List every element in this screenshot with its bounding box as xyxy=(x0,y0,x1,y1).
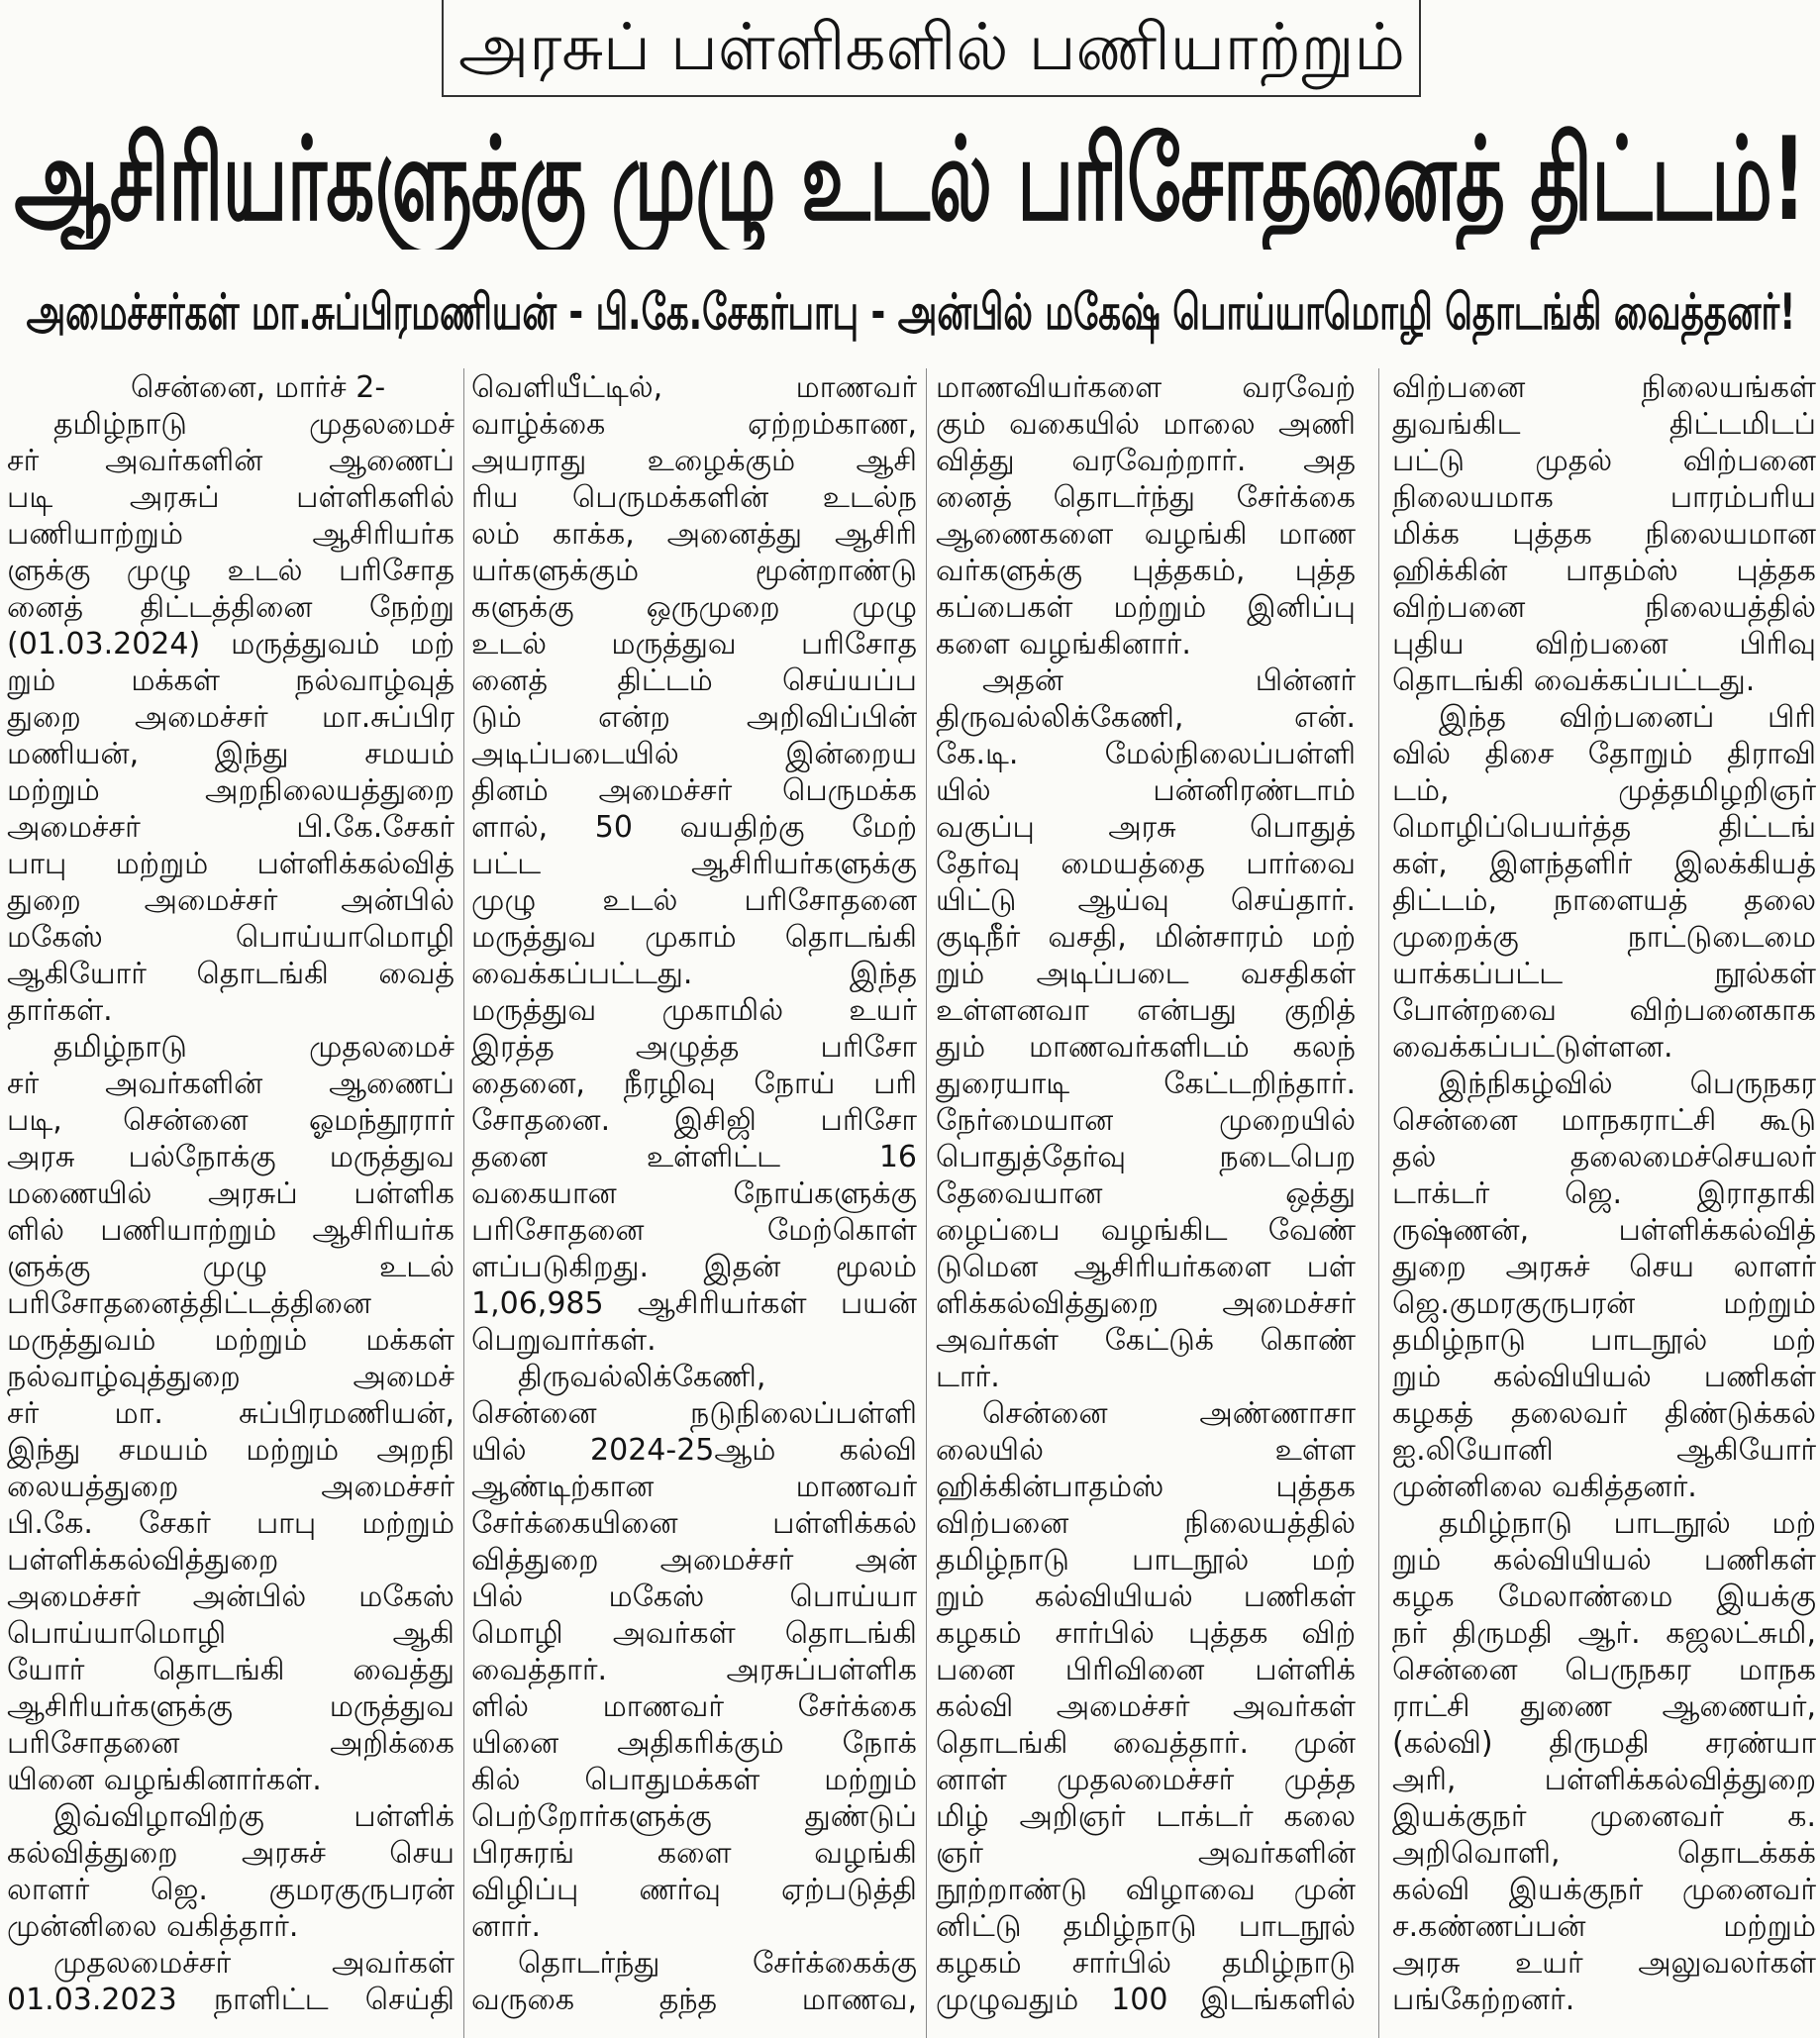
article-line: வைக்கப்பட்டது. இந்த xyxy=(471,957,917,991)
article-line: பெறுவார்கள். xyxy=(471,1323,657,1358)
article-line: பட்டு முதல் விற்பனை xyxy=(1392,444,1816,478)
article-line: பிரசுரங் களை வழங்கி xyxy=(471,1836,917,1871)
article-line: தேர்வு மையத்தை பார்வை xyxy=(936,847,1356,881)
article-line: பட்ட ஆசிரியர்களுக்கு xyxy=(471,847,917,881)
article-line: பாபு மற்றும் பள்ளிக்கல்வித் xyxy=(7,847,455,881)
article-line: தமிழ்நாடு பாடநூல் மற் xyxy=(1439,1506,1816,1541)
article-line: ளுக்கு முழு உடல் பரிசோத xyxy=(7,554,455,588)
article-line: தனை உள்ளிட்ட 16 xyxy=(471,1140,917,1174)
article-line: தமிழ்நாடு பாடநூல் மற் xyxy=(1392,1323,1816,1358)
article-line: ஆணைகளை வழங்கி மாண xyxy=(936,517,1356,552)
article-line: துறை அமைச்சர் அன்பில் xyxy=(7,883,455,918)
article-line: ழைப்பை வழங்கிட வேண் xyxy=(936,1213,1356,1248)
article-line: டார். xyxy=(936,1360,1000,1394)
article-line: கள், இளந்தளிர் இலக்கியத் xyxy=(1392,847,1816,881)
article-line: அதன் பின்னர் xyxy=(982,663,1356,698)
article-line: தேவையான ஒத்து xyxy=(936,1176,1356,1211)
article-line: ஆசிரியர்களுக்கு மருத்துவ xyxy=(7,1689,455,1724)
article-line: னாள் முதலமைச்சர் முத்த xyxy=(936,1763,1356,1797)
article-line: தமிழ்நாடு பாடநூல் மற் xyxy=(936,1543,1356,1578)
column-rule xyxy=(926,368,927,2038)
headline-line xyxy=(10,111,1810,250)
article-line: ளால், 50 வயதிற்கு மேற் xyxy=(471,810,917,845)
paragraph xyxy=(7,1798,455,1945)
article-line: மருத்துவம் மற்றும் மக்கள் xyxy=(7,1323,455,1358)
article-line: பி.கே. சேகர் பாபு மற்றும் xyxy=(7,1506,455,1541)
article-line: ஹிக்கின்பாதம்ஸ் புத்தக xyxy=(936,1470,1356,1504)
article-line: னார். xyxy=(471,1909,541,1944)
article-line: யர்களுக்கும் மூன்றாண்டு xyxy=(471,554,917,588)
article-line: தல் தலைமைச்செயலர் xyxy=(1392,1140,1816,1174)
article-line: றும் கல்வியியல் பணிகள் xyxy=(1392,1360,1816,1394)
article-line: லையில் உள்ள xyxy=(936,1433,1356,1468)
paragraph xyxy=(471,1359,917,1945)
article-line: னைத் திட்டம் செய்யப்ப xyxy=(471,663,917,698)
article-line: தமிழ்நாடு முதலமைச் xyxy=(53,1030,455,1065)
article-line: தொடங்கி வைத்தார். முன் xyxy=(936,1726,1356,1761)
article-line: பரிசோதனை மேற்கொள் xyxy=(471,1213,917,1248)
article-line: அமைச்சர் பி.கே.சேகர் xyxy=(7,810,455,845)
article-line: யிட்டு ஆய்வு செய்தார். xyxy=(936,883,1356,918)
article-line: பொதுத்தேர்வு நடைபெற xyxy=(936,1140,1356,1174)
article-line: பில் மகேஸ் பொய்யா xyxy=(471,1579,917,1614)
article-line: வர்களுக்கு புத்தகம், புத்த xyxy=(936,554,1356,588)
article-line: லாளர் ஜெ. குமரகுருபரன் xyxy=(7,1873,455,1907)
article-line: டுமென ஆசிரியர்களை பள் xyxy=(936,1250,1356,1284)
article-line: ளப்படுகிறது. இதன் மூலம் xyxy=(471,1250,917,1284)
article-line: இந்த விற்பனைப் பிரி xyxy=(1439,700,1816,735)
article-line: ஐ.லியோனி ஆகியோர் xyxy=(1392,1433,1816,1468)
article-line: கே.டி. மேல்நிலைப்பள்ளி xyxy=(936,737,1356,771)
article-line: வகுப்பு அரசு பொதுத் xyxy=(936,810,1356,845)
article-line: இந்து சமயம் மற்றும் அறநி xyxy=(7,1433,455,1468)
article-line: றும் அடிப்படை வசதிகள் xyxy=(936,957,1356,991)
article-line: கப்பைகள் மற்றும் இனிப்பு xyxy=(936,590,1356,625)
paragraph xyxy=(1392,1066,1816,1505)
article-line: ளில் பணியாற்றும் ஆசிரியர்க xyxy=(7,1213,455,1248)
article-line: மருத்துவ முகாம் தொடங்கி xyxy=(471,920,917,955)
paragraph xyxy=(471,1945,917,2018)
article-line: பரிசோதனை அறிக்கை xyxy=(7,1726,455,1761)
article-line: மகேஸ் பொய்யாமொழி xyxy=(7,920,455,955)
article-line: 01.03.2023 நாளிட்ட செய்தி xyxy=(7,1983,455,2017)
article-line: வெளியீட்டில், மாணவர் xyxy=(471,370,917,405)
article-line: கல்வி இயக்குநர் முனைவர் xyxy=(1392,1873,1816,1907)
article-line: அடிப்படையில் இன்றைய xyxy=(471,737,917,771)
article-line: போன்றவை விற்பனைகாக xyxy=(1392,993,1816,1028)
article-line: துறை அரசுச் செய லாளர் xyxy=(1392,1250,1816,1284)
article-line: சர் அவர்களின் ஆணைப் xyxy=(7,1067,455,1101)
article-line: சென்னை அண்ணாசா xyxy=(982,1396,1356,1431)
article-line: திருவல்லிக்கேணி, என். xyxy=(936,700,1356,735)
paragraph xyxy=(7,1029,455,1798)
article-line: மருத்துவ முகாமில் உயர் xyxy=(471,993,917,1028)
article-line: றும் கல்வியியல் பணிகள் xyxy=(936,1579,1356,1614)
article-line: சென்னை மாநகராட்சி கூடு xyxy=(1392,1103,1816,1138)
article-line: றும் கல்வியியல் பணிகள் xyxy=(1392,1543,1816,1578)
subheadline-line xyxy=(22,279,1800,345)
article-line: வித்துறை அமைச்சர் அன் xyxy=(471,1543,917,1578)
article-line: தமிழ்நாடு முதலமைச் xyxy=(53,407,455,442)
article-line: யாக்கப்பட்ட நூல்கள் xyxy=(1392,957,1816,991)
article-line: புதிய விற்பனை பிரிவு xyxy=(1392,627,1816,662)
article-line: கல்வி அமைச்சர் அவர்கள் xyxy=(936,1689,1356,1724)
article-line: அரசு உயர் அலுவலர்கள் xyxy=(1392,1946,1816,1981)
article-line: அவர்கள் கேட்டுக் கொண் xyxy=(936,1323,1356,1358)
article-line: உள்ளனவா என்பது குறித் xyxy=(936,993,1356,1028)
article-line: (கல்வி) திருமதி சரண்யா xyxy=(1392,1726,1816,1761)
article-line: வில் திசை தோறும் திராவி xyxy=(1392,737,1816,771)
article-line: விழிப்பு ணர்வு ஏற்படுத்தி xyxy=(471,1873,917,1907)
kicker-line xyxy=(455,0,1407,95)
article-line: சேர்க்கையினை பள்ளிக்கல் xyxy=(471,1506,917,1541)
article-line: வகையான நோய்களுக்கு xyxy=(471,1176,917,1211)
paragraph xyxy=(1392,1505,1816,2018)
article-line: பொய்யாமொழி ஆகி xyxy=(7,1616,455,1651)
article-line: ராட்சி துணை ஆணையர், xyxy=(1392,1689,1816,1724)
article-line: பங்கேற்றனர். xyxy=(1392,1983,1575,2017)
paragraph xyxy=(1392,699,1816,1066)
article-line: கல்வித்துறை அரசுச் செய xyxy=(7,1836,455,1871)
article-line: ரிய பெருமக்களின் உடல்ந xyxy=(471,480,917,515)
article-line: மணியன், இந்து சமயம் xyxy=(7,737,455,771)
article-line: விற்பனை நிலையத்தில் xyxy=(936,1506,1356,1541)
article-line: படி, சென்னை ஓமந்தூரார் xyxy=(7,1103,455,1138)
article-line: தும் மாணவர்களிடம் கலந் xyxy=(936,1030,1356,1065)
article-line: சென்னை நடுநிலைப்பள்ளி xyxy=(471,1396,917,1431)
article-line: மற்றும் அறநிலையத்துறை xyxy=(7,773,455,808)
article-line: முழுவதும் 100 இடங்களில் xyxy=(936,1983,1356,2017)
article-line: மிழ் அறிஞர் டாக்டர் கலை xyxy=(936,1799,1356,1834)
text-column-4 xyxy=(1392,369,1816,2033)
paragraph xyxy=(936,369,1356,662)
article-line: நிலையமாக பாரம்பரிய xyxy=(1392,480,1816,515)
paragraph xyxy=(936,662,1356,1395)
kicker: அரசுப் பள்ளிகளில் பணியாற்றும் xyxy=(457,9,1405,85)
paragraph xyxy=(471,369,917,1359)
article-line: அயராது உழைக்கும் ஆசி xyxy=(471,444,917,478)
article-line: தைனை, நீரழிவு நோய் பரி xyxy=(471,1067,917,1101)
article-line: சோதனை. இசிஜி பரிசோ xyxy=(471,1103,917,1138)
article-line: யினை வழங்கினார்கள். xyxy=(7,1763,322,1797)
article-line: விற்பனை நிலையத்தில் xyxy=(1392,590,1816,625)
article-line: தொடர்ந்து சேர்க்கைக்கு xyxy=(518,1946,917,1981)
article-line: லையத்துறை அமைச்சர் xyxy=(7,1470,455,1504)
article-line: வருகை தந்த மாணவ, xyxy=(471,1983,917,2017)
article-line: முறைக்கு நாட்டுடைமை xyxy=(1392,920,1816,955)
article-line: அரி, பள்ளிக்கல்வித்துறை xyxy=(1392,1763,1816,1797)
article-line: திருவல்லிக்கேணி, xyxy=(518,1360,766,1394)
article-line: தார்கள். xyxy=(7,993,113,1028)
article-line: சர் மா. சுப்பிரமணியன், xyxy=(7,1396,455,1431)
article-line: உடல் மருத்துவ பரிசோத xyxy=(471,627,917,662)
article-line: கும் வகையில் மாலை அணி xyxy=(936,407,1356,442)
article-line: நல்வாழ்வுத்துறை அமைச் xyxy=(7,1360,455,1394)
article-line: சர் அவர்களின் ஆணைப் xyxy=(7,444,455,478)
article-line: யில் பன்னிரண்டாம் xyxy=(936,773,1356,808)
article-line: லம் காக்க, அனைத்து ஆசிரி xyxy=(471,517,917,552)
article-line: தினம் அமைச்சர் பெருமக்க xyxy=(471,773,917,808)
article-line: (01.03.2024) மருத்துவம் மற் xyxy=(7,627,455,662)
article-line: றும் மக்கள் நல்வாழ்வுத் xyxy=(7,663,455,698)
article-line: யில் 2024-25ஆம் கல்வி xyxy=(471,1433,917,1468)
article-line: டாக்டர் ஜெ. இராதாகி xyxy=(1392,1176,1816,1211)
text-column-3 xyxy=(936,369,1356,2033)
article-line: ருஷ்ணன், பள்ளிக்கல்வித் xyxy=(1392,1213,1816,1248)
article-line: னைத் தொடர்ந்து சேர்க்கை xyxy=(936,480,1356,515)
article-line: டும் என்ற அறிவிப்பின் xyxy=(471,700,917,735)
article-line: கில் பொதுமக்கள் மற்றும் xyxy=(471,1763,917,1797)
article-line: வித்து வரவேற்றார். அத xyxy=(936,444,1356,478)
article-line: துறை அமைச்சர் மா.சுப்பிர xyxy=(7,700,455,735)
article-line: குடிநீர் வசதி, மின்சாரம் மற் xyxy=(936,920,1356,955)
article-line: டம், முத்தமிழறிஞர் xyxy=(1392,773,1816,808)
paragraph xyxy=(936,1395,1356,2018)
article-line: ஆகியோர் தொடங்கி வைத் xyxy=(7,957,455,991)
article-line: நர் திருமதி ஆர். கஜலட்சுமி, xyxy=(1392,1616,1816,1651)
article-line: படி அரசுப் பள்ளிகளில் xyxy=(7,480,455,515)
article-line: கழக மேலாண்மை இயக்கு xyxy=(1392,1579,1816,1614)
article-line: வைக்கப்பட்டுள்ளன. xyxy=(1392,1030,1673,1065)
article-line: கழகம் சார்பில் புத்தக விற் xyxy=(936,1616,1356,1651)
article-line: இயக்குநர் முனைவர் க. xyxy=(1392,1799,1816,1834)
article-line: அமைச்சர் அன்பில் மகேஸ் xyxy=(7,1579,455,1614)
article-line: பரிசோதனைத்திட்டத்தினை xyxy=(7,1286,371,1321)
article-line: யோர் தொடங்கி வைத்து xyxy=(7,1653,455,1687)
article-line: முழு உடல் பரிசோதனை xyxy=(471,883,917,918)
article-line: பனை பிரிவினை பள்ளிக் xyxy=(936,1653,1356,1687)
article-line: கழகத் தலைவர் திண்டுக்கல் xyxy=(1392,1396,1816,1431)
article-line: முதலமைச்சர் அவர்கள் xyxy=(53,1946,455,1981)
article-line: னைத் திட்டத்தினை நேற்று xyxy=(7,590,455,625)
article-line: ளிக்கல்வித்துறை அமைச்சர் xyxy=(936,1286,1356,1321)
article-line: வாழ்க்கை ஏற்றம்காண, xyxy=(471,407,917,442)
article-line: தொடங்கி வைக்கப்பட்டது. xyxy=(1392,663,1756,698)
article-line: ஹிக்கின் பாதம்ஸ் புத்தக xyxy=(1392,554,1816,588)
article-line: 1,06,985 ஆசிரியர்கள் பயன் xyxy=(471,1286,917,1321)
kicker-box xyxy=(442,0,1421,97)
article-line: ளில் மாணவர் சேர்க்கை xyxy=(471,1689,917,1724)
article-line: முன்னிலை வகித்தார். xyxy=(7,1909,299,1944)
article-line: ஜெ.குமரகுருபரன் மற்றும் xyxy=(1392,1286,1816,1321)
article-line: அரசு பல்நோக்கு மருத்துவ xyxy=(7,1140,455,1174)
article-line: திட்டம், நாளையத் தலை xyxy=(1392,883,1816,918)
article-line: மணையில் அரசுப் பள்ளிக xyxy=(7,1176,455,1211)
column-rule xyxy=(463,368,464,2038)
article-line: விற்பனை நிலையங்கள் xyxy=(1392,370,1816,405)
article-line: துவங்கிட திட்டமிடப் xyxy=(1392,407,1816,442)
article-line: னிட்டு தமிழ்நாடு பாடநூல் xyxy=(936,1909,1356,1944)
column-rule xyxy=(1378,368,1379,2038)
text-column-2 xyxy=(471,369,917,2033)
headline: ஆசிரியர்களுக்கு முழு உடல் பரிசோதனைத் திட்டம்! xyxy=(14,113,1806,247)
article-line: களுக்கு ஒருமுறை முழு xyxy=(471,590,917,625)
article-line: இவ்விழாவிற்கு பள்ளிக் xyxy=(53,1799,455,1834)
article-line: ஆண்டிற்கான மாணவர் xyxy=(471,1470,917,1504)
paragraph xyxy=(7,406,455,1029)
article-line: இரத்த அழுத்த பரிசோ xyxy=(471,1030,917,1065)
article-line: நேர்மையான முறையில் xyxy=(936,1103,1356,1138)
article-line: நூற்றாண்டு விழாவை முன் xyxy=(936,1873,1356,1907)
paragraph xyxy=(7,1945,455,2018)
text-column-1 xyxy=(7,369,455,2033)
article-line: சென்னை பெருநகர மாநக xyxy=(1392,1653,1816,1687)
article-line: இந்நிகழ்வில் பெருநகர xyxy=(1439,1067,1816,1101)
article-line: மொழிப்பெயர்த்த திட்டங் xyxy=(1392,810,1816,845)
article-line: வைத்தார். அரசுப்பள்ளிக xyxy=(471,1653,917,1687)
article-line: மாணவியர்களை வரவேற் xyxy=(936,370,1356,405)
article-line: துரையாடி கேட்டறிந்தார். xyxy=(936,1067,1356,1101)
article-line: பள்ளிக்கல்வித்துறை xyxy=(7,1543,279,1578)
article-line: அறிவொளி, தொடக்கக் xyxy=(1392,1836,1816,1871)
article-line: ளுக்கு முழு உடல் xyxy=(7,1250,455,1284)
article-line: மிக்க புத்தக நிலையமான xyxy=(1392,517,1816,552)
dateline: சென்னை, மார்ச் 2- xyxy=(131,370,386,405)
paragraph xyxy=(1392,369,1816,699)
article-line: ஞர் அவர்களின் xyxy=(936,1836,1356,1871)
article-line: கழகம் சார்பில் தமிழ்நாடு xyxy=(936,1946,1356,1981)
article-line: மொழி அவர்கள் தொடங்கி xyxy=(471,1616,917,1651)
article-line: முன்னிலை வகித்தனர். xyxy=(1392,1470,1697,1504)
subheadline: அமைச்சர்கள் மா.சுப்பிரமணியன் - பி.கே.சேகர்பாபு - அன்பில் மகேஷ் பொய்யாமொழி தொடங்கி வைத்தனர்! xyxy=(26,283,1796,341)
article-line: ச.கண்ணப்பன் மற்றும் xyxy=(1392,1909,1816,1944)
article-line: யினை அதிகரிக்கும் நோக் xyxy=(471,1726,917,1761)
article-line: பெற்றோர்களுக்கு துண்டுப் xyxy=(471,1799,917,1834)
article-line: களை வழங்கினார். xyxy=(936,627,1191,662)
article-line: பணியாற்றும் ஆசிரியர்க xyxy=(7,517,455,552)
